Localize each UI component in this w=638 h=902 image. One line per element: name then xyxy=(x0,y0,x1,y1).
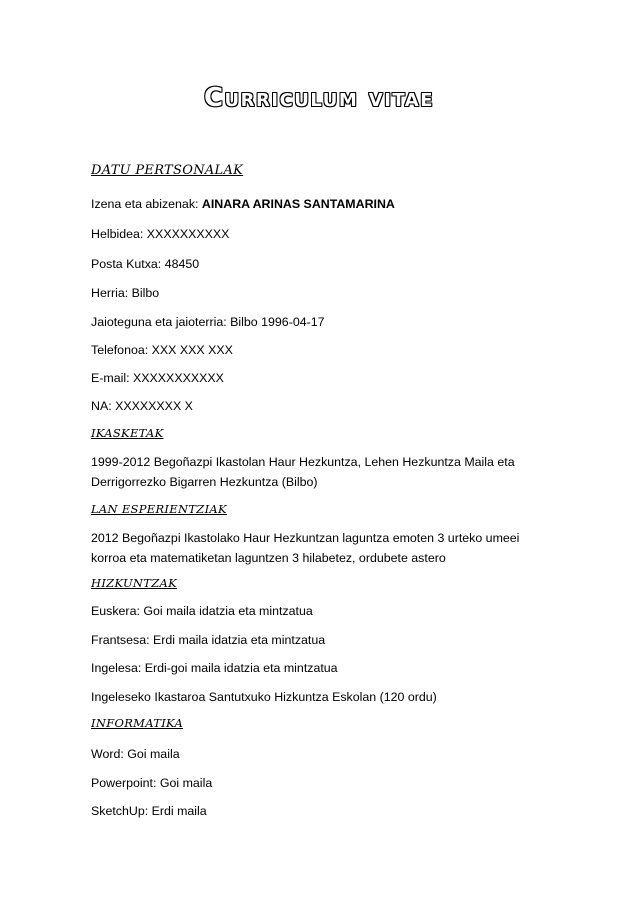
section-heading-informatika: INFORMATIKA xyxy=(91,716,184,730)
section-heading-ikasketak: IKASKETAK xyxy=(91,426,164,440)
town-line: Herria: Bilbo xyxy=(91,286,160,300)
computing-item: SketchUp: Erdi maila xyxy=(91,804,207,818)
section-heading-hizkuntzak: HIZKUNTZAK xyxy=(91,576,178,590)
section-heading-datu-pertsonalak: DATU PERTSONALAK xyxy=(91,163,244,178)
address-line: Helbidea: XXXXXXXXXX xyxy=(91,227,230,241)
email-line: E-mail: XXXXXXXXXXX xyxy=(91,371,224,385)
name-label: Izena eta abizenak: xyxy=(91,197,202,211)
page-title: Curriculum vitae xyxy=(203,83,435,113)
birth-line: Jaioteguna eta jaioterria: Bilbo 1996-04-17 xyxy=(91,315,325,329)
computing-item: Powerpoint: Goi maila xyxy=(91,776,213,790)
language-item: Ingeleseko Ikastaroa Santutxuko Hizkuntza Eskolan (120 ordu) xyxy=(91,690,437,704)
section-heading-lan-esperientziak: LAN ESPERIENTZIAK xyxy=(91,502,227,516)
computing-item: Word: Goi maila xyxy=(91,747,180,761)
work-experience-item: 2012 Begoñazpi Ikastolako Haur Hezkuntzan laguntza emoten 3 urteko umeei korroa eta matematiketan laguntzen 3 hilabetez, ordubete astero xyxy=(91,531,520,565)
education-item: 1999-2012 Begoñazpi Ikastolan Haur Hezkuntza, Lehen Hezkuntza Maila eta Derrigorrezko Bigarren Hezkuntza (Bilbo) xyxy=(91,455,515,489)
name-value: AINARA ARINAS SANTAMARINA xyxy=(201,197,395,211)
postal-code-line: Posta Kutxa: 48450 xyxy=(91,257,200,271)
language-item: Ingelesa: Erdi-goi maila idatzia eta mintzatua xyxy=(91,661,338,675)
phone-line: Telefonoa: XXX XXX XXX xyxy=(91,343,233,357)
name-line xyxy=(91,196,395,213)
na-line: NA: XXXXXXXX X xyxy=(91,399,193,413)
language-item: Frantsesa: Erdi maila idatzia eta mintzatua xyxy=(91,633,326,647)
language-item: Euskera: Goi maila idatzia eta mintzatua xyxy=(91,604,313,618)
